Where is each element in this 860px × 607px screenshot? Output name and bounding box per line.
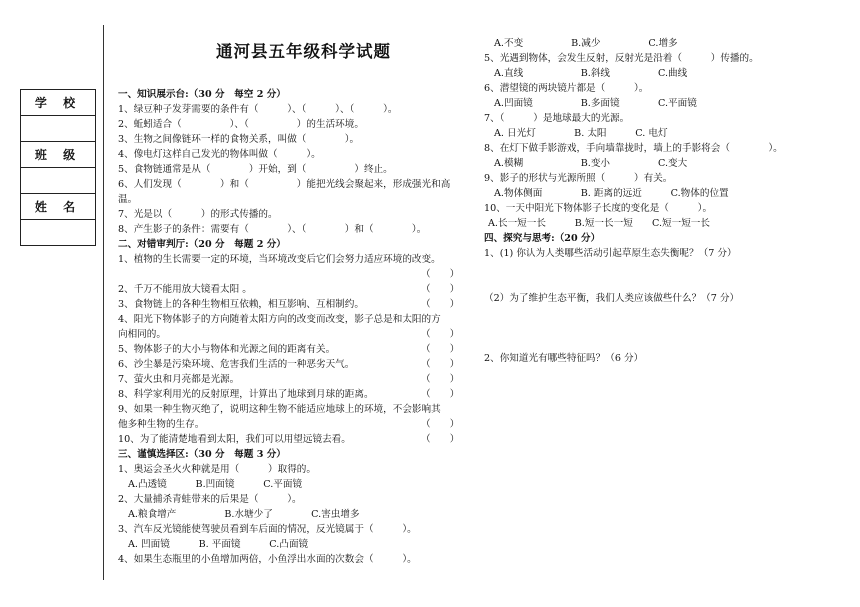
answer-options [484,216,836,231]
question-line [118,492,460,507]
answer-blank[interactable]: （ ） [421,434,460,445]
answer-blank[interactable]: （ ） [421,389,460,400]
question-line [118,177,460,192]
line-text: 2、千万不能用放大镜看太阳 。 [118,284,252,295]
line-text: 3、生物之间像链环一样的食物关系，叫做（ ）。 [118,134,360,145]
question-line [118,372,460,387]
class-blank[interactable] [21,168,96,194]
line-text: A.长一短一长 B.短一长一短 C.短一短一长 [488,218,710,229]
left-column [118,87,460,567]
question-line [118,417,460,432]
line-text: 5、物体影子的大小与物体和光源之间的距离有关。 [118,344,336,355]
line-text: 4、如果生态瓶里的小鱼增加两倍，小鱼浮出水面的次数会（ ）。 [118,554,417,565]
question-line [118,162,460,177]
question-line [118,147,460,162]
question-line [118,132,460,147]
question-line [484,81,836,96]
question-line [118,222,460,237]
section-heading [484,231,836,246]
answer-blank[interactable]: （ ） [421,344,460,355]
school-blank[interactable] [21,116,96,142]
line-text: A. 凹面镜 B. 平面镜 C.凸面镜 [128,539,309,550]
line-text: 4、像电灯这样自己发光的物体叫做（ ）。 [118,149,321,160]
line-text: 8、在灯下做手影游戏，手向墙靠拢时，墙上的手影将会（ ）。 [484,143,783,154]
line-text: 9、如果一种生物灭绝了，说明这种生物不能适应地球上的环境，不会影响其 [118,404,441,415]
line-text: 2、蚯蚓适合（ ）、（ ）的生活环境。 [118,119,364,130]
answer-blank[interactable]: （ ） [421,359,460,370]
line-text: 6、沙尘暴是污染环境、危害我们生活的一种恶劣天气。 [118,359,355,370]
right-column [484,36,836,366]
question-line [118,207,460,222]
question-line [118,462,460,477]
binding-line [103,25,104,580]
question-line [484,306,836,351]
question-line [118,327,460,342]
line-text: 7、（ ）是地球最大的光源。 [484,113,630,124]
line-text: 1、植物的生长需要一定的环境，当环境改变后它们会努力适应环境的改变。 [118,254,441,265]
question-line [484,246,836,261]
line-text: A.模糊 B.变小 C.变大 [494,158,688,169]
question-line [484,51,836,66]
question-line [118,312,460,327]
question-line [484,111,836,126]
question-line [118,432,460,447]
line-text: A.凹面镜 B.多面镜 C.平面镜 [494,98,697,109]
answer-blank[interactable]: （ ） [421,284,460,295]
class-label: 班 级 [21,142,96,168]
line-text: 10、一天中阳光下物体影子长度的变化是（ ）。 [484,203,713,214]
question-line [118,552,460,567]
answer-options [484,96,836,111]
line-text: 6、潜望镜的两块镜片都是（ ）。 [484,83,649,94]
section-heading [118,447,460,462]
line-text: A.不变 B.减少 C.增多 [494,38,678,49]
answer-blank[interactable]: （ ） [421,374,460,385]
question-line [118,117,460,132]
question-line [484,141,836,156]
answer-options [484,36,836,51]
section-heading [118,87,460,102]
answer-options [484,186,836,201]
line-text: 三、谨慎选择区:（30 分 每题 3 分） [118,449,286,460]
answer-options [484,156,836,171]
question-line [118,402,460,417]
name-blank[interactable] [21,220,96,246]
answer-options [484,66,836,81]
line-text: 3、汽车反光镜能使驾驶员看到车后面的情况，反光镜属于（ ）。 [118,524,417,535]
question-line [118,342,460,357]
line-text: 9、影子的形状与光源所照（ ）有关。 [484,173,673,184]
student-info-table [20,89,96,246]
answer-blank[interactable]: （ ） [421,269,460,280]
line-text: 6、人们发现（ ）和（ ）能把光线会聚起来，形成强光和高 [118,179,451,190]
answer-blank[interactable]: （ ） [421,329,460,340]
question-line [118,192,460,207]
line-text: 5、光遇到物体，会发生反射，反射光是沿着（ ）传播的。 [484,53,759,64]
question-line [118,357,460,372]
line-text: 8、科学家利用光的反射原理，计算出了地球到月球的距离。 [118,389,374,400]
line-text: 温。 [118,194,138,205]
answer-options [484,126,836,141]
question-line [484,261,836,291]
school-label: 学 校 [21,90,96,116]
section-heading [118,237,460,252]
question-line [118,102,460,117]
answer-blank[interactable]: （ ） [421,419,460,430]
line-text: A.粮食增产 B.水塘少了 C.害虫增多 [128,509,360,520]
question-line [484,201,836,216]
page-title: 通河县五年级科学试题 [216,42,391,61]
line-text: 4、阳光下物体影子的方向随着太阳方向的改变而改变，影子总是和太阳的方 [118,314,441,325]
question-line [118,297,460,312]
line-text: 他多种生物的生存。 [118,419,205,430]
line-text: 5、食物链通常是从（ ）开始，到（ ）终止。 [118,164,393,175]
line-text: 1、奥运会圣火火种就是用（ ）取得的。 [118,464,316,475]
line-text: 3、食物链上的各种生物相互依赖，相互影响、互相制约。 [118,299,364,310]
line-text: 8、产生影子的条件：需要有（ ）、（ ）和（ ）。 [118,224,427,235]
line-text: A.直线 B.斜线 C.曲线 [494,68,688,79]
line-text: 四、探究与思考:（20 分） [484,233,601,244]
question-line [484,171,836,186]
line-text: A.物体侧面 B. 距离的远近 C.物体的位置 [494,188,729,199]
question-line [484,351,836,366]
line-text: 向相同的。 [118,329,166,340]
question-line [118,267,460,282]
name-label: 姓 名 [21,194,96,220]
line-text: （2）为了维护生态平衡，我们人类应该做些什么？（7 分） [484,293,740,304]
question-line [118,252,460,267]
line-text: 2、你知道光有哪些特征吗？（6 分） [484,353,644,364]
line-text: 1、(1) 你认为人类哪些活动引起草原生态失衡呢？（7 分） [484,248,737,259]
answer-options [118,537,460,552]
answer-options [118,477,460,492]
line-text: A. 日光灯 B. 太阳 C. 电灯 [494,128,668,139]
question-line [118,387,460,402]
question-line [118,282,460,297]
line-text: 7、光是以（ ）的形式传播的。 [118,209,278,220]
line-text: 二、对错审判厅:（20 分 每题 2 分） [118,239,286,250]
line-text: 10、为了能清楚地看到太阳，我们可以用望远镜去看。 [118,434,351,445]
answer-blank[interactable]: （ ） [421,299,460,310]
line-text: 一、知识展示台:（30 分 每空 2 分） [118,89,286,100]
line-text: 2、大量捕杀青蛙带来的后果是（ ）。 [118,494,302,505]
line-text: 7、萤火虫和月亮都是光源。 [118,374,240,385]
question-line [484,291,836,306]
answer-options [118,507,460,522]
line-text: A.凸透镜 B.凹面镜 C.平面镜 [128,479,303,490]
line-text: 1、绿豆种子发芽需要的条件有（ ）、（ ）、（ ）。 [118,104,398,115]
question-line [118,522,460,537]
